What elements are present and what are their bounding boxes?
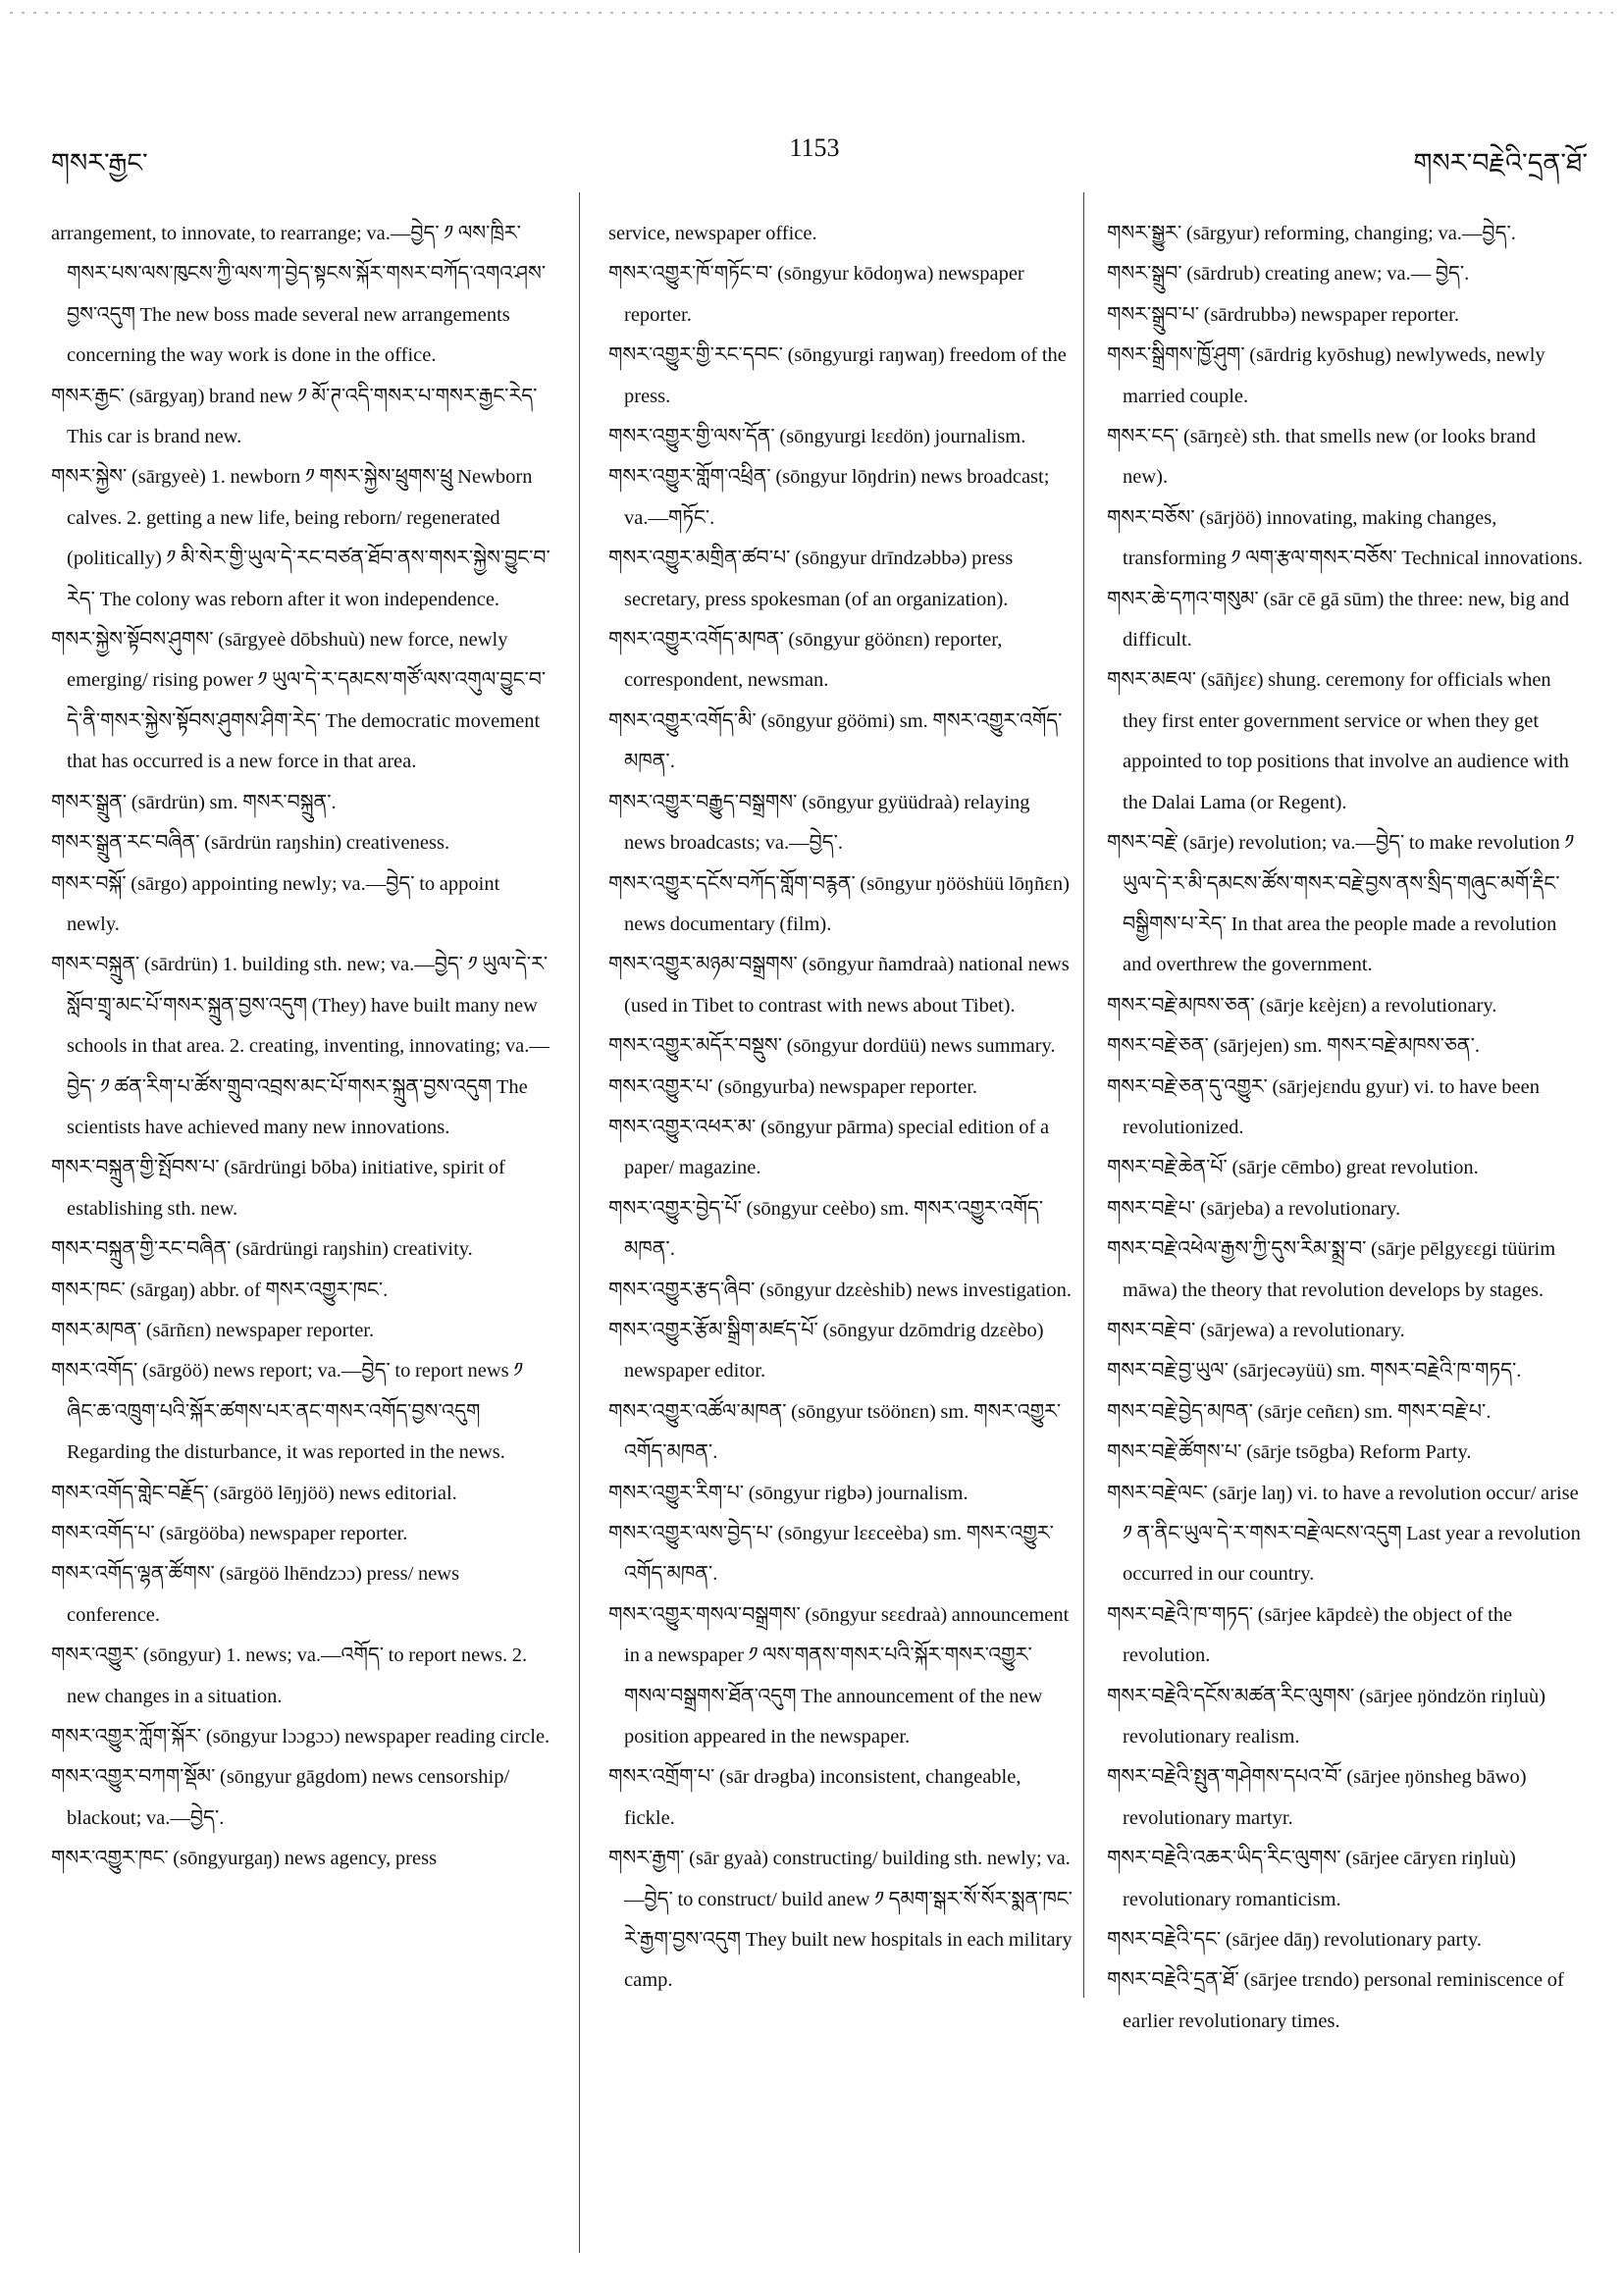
dictionary-entry: གསར་འགྱུར་གྱི་རང་དབང་ (sōngyurgi raŋwaŋ) freedom of the press. xyxy=(608,344,1067,407)
dictionary-entry: གསར་འགྱུར་དངོས་བཀོད་གློག་བརྙན་ (sōngyur ŋööshüü lōŋñεn) news documentary (film). xyxy=(608,872,1070,935)
dictionary-entry: གསར་བརྗེ་བ་ (sārjewa) a revolutionary. xyxy=(1107,1319,1405,1341)
dictionary-entry: གསར་བརྗེ་ཅན་དུ་འགྱུར་ (sārjejεndu gyur) vi. to have been revolutionized. xyxy=(1107,1075,1540,1138)
dictionary-entry: གསར་འགྱུར་ཁང་ (sōngyurgaŋ) news agency, press xyxy=(51,1848,438,1870)
dictionary-entry: གསར་འགྱུར་མདོར་བསྡུས་ (sōngyur dordüü) news summary. xyxy=(608,1035,1056,1058)
dictionary-entry: གསར་སྒྲུབ་ (sārdrub) creating anew; va.— བྱེད་. xyxy=(1107,263,1470,286)
dictionary-entry: གསར་འགོད་ (sārgöö) news report; va.—བྱེད་ to report news ༡ ཞིང་ཆ་འཁྲུག་པའི་སྐོར་ཚགས་པར་ནང་གསར་འགོད་བྱས་འདུག Regarding the disturbance, it was reported in the news. xyxy=(51,1360,524,1464)
dictionary-entry: གསར་སྒྲིགས་ཁྱོ་ཤུག་ (sārdrig kyōshug) newlyweds, newly married couple. xyxy=(1107,344,1545,407)
dictionary-entry: གསར་ངད་ (sārŋεè) sth. that smells new (or looks brand new). xyxy=(1107,426,1537,489)
dictionary-entry: གསར་ཆེ་དཀའ་གསུམ་ (sār cē gā sūm) the three: new, big and difficult. xyxy=(1107,588,1570,652)
dictionary-entry: གསར་བརྗེའི་སྤུན་གཤེགས་དཔའ་བོ་ (sārjee ŋönsheg bāwo) revolutionary martyr. xyxy=(1107,1766,1527,1829)
dictionary-entry: གསར་རྒྱང་ (sārgyaŋ) brand new ༡ མོ་ཊ་འདི་གསར་པ་གསར་རྒྱང་རེད་ This car is brand new. xyxy=(51,385,538,448)
dictionary-entry: གསར་བརྗེ་པ་ (sārjeba) a revolutionary. xyxy=(1107,1197,1401,1220)
dictionary-entry: གསར་བརྗེ་ཆེན་པོ་ (sārje cēmbo) great revolution. xyxy=(1107,1157,1479,1179)
dictionary-entry: གསར་བརྗེའི་དངོས་མཚན་རིང་ལུགས་ (sārjee ŋöndzön riŋluù) revolutionary realism. xyxy=(1107,1685,1546,1748)
dictionary-entry: གསར་སྒྱུར་ (sārgyur) reforming, changing; va.—བྱེད་. xyxy=(1107,223,1516,244)
dictionary-entry: གསར་སྒྲུབ་པ་ (sārdrubbə) newspaper reporter. xyxy=(1107,303,1459,326)
dictionary-entry: གསར་འགྱུར་རྩད་ཞིབ་ (sōngyur dzεèshib) news investigation. xyxy=(608,1278,1073,1301)
dictionary-entry: གསར་བརྗེ་འཕེལ་རྒྱས་ཀྱི་དུས་རིམ་སྨྲ་བ་ (sārje pēlgyεεgi tüürim māwa) the theory that revolution develops by stages. xyxy=(1107,1238,1556,1301)
dictionary-column-2 xyxy=(608,214,1073,2002)
dictionary-entry: གསར་འགྱུར་འགོད་མཁན་ (sōngyur göönεn) reporter, correspondent, newsman. xyxy=(608,629,1003,692)
dictionary-entry: གསར་བརྗེ་ཚོགས་པ་ (sārje tsōgba) Reform Party. xyxy=(1107,1441,1472,1464)
dictionary-entry: གསར་འགྱུར་མགྲིན་ཚབ་པ་ (sōngyur drīndzəbbə) press secretary, press spokesman (of an organization). xyxy=(608,548,1014,610)
dictionary-entry: གསར་འགྱུར་བྱེད་པོ་ (sōngyur ceèbo) sm. གསར་འགྱུར་འགོད་མཁན་. xyxy=(608,1197,1044,1261)
column-divider xyxy=(579,192,580,2253)
dictionary-entry: གསར་བརྗེའི་དྲན་ཐོ་ (sārjee trεndo) personal reminiscence of earlier revolutionary times. xyxy=(1107,1969,1564,2032)
dictionary-entry: གསར་བརྗེ་ (sārje) revolution; va.—བྱེད་ to make revolution ༡ ཡུལ་དེ་ར་མི་དམངས་ཚོས་གསར་བརྗེ་བྱས་ནས་སྲིད་གཞུང་མགོ་རྡིང་བསྒྱིགས་པ་རེད་ In that area the people made a revolution and overthrew the government. xyxy=(1107,832,1575,976)
dictionary-entry: གསར་འགྱུར་འཕར་མ་ (sōngyur pārma) special edition of a paper/ magazine. xyxy=(608,1116,1050,1179)
dictionary-entry: གསར་བརྗེ་བྱ་ཡུལ་ (sārjecəyüü) sm. གསར་བརྗེའི་ཁ་གཏད་. xyxy=(1107,1360,1522,1383)
dictionary-entry: གསར་འགྱུར་མཉམ་བསྒྲགས་ (sōngyur ñamdraà) national news (used in Tibet to contrast with news about Tibet). xyxy=(608,954,1070,1017)
dictionary-entry: གསར་བརྗེ་ལང་ (sārje laŋ) vi. to have a revolution occur/ arise ༡ ན་ནིང་ཡུལ་དེ་ར་གསར་བརྗེ་ལངས་འདུག Last year a revolution occurred in our country. xyxy=(1107,1482,1581,1586)
dictionary-entry: གསར་བསྐྲུན་གྱི་སྤོབས་པ་ (sārdrüngi bōba) initiative, spirit of establishing sth. new. xyxy=(51,1157,505,1220)
dictionary-entry: གསར་བསྐོ་ (sārgo) appointing newly; va.—བྱེད་ to appoint newly. xyxy=(51,872,500,935)
dictionary-entry: གསར་འགྱུར་འགོད་མི་ (sōngyur göömi) sm. གསར་འགྱུར་འགོད་མཁན་. xyxy=(608,709,1063,773)
dictionary-entry: གསར་འགོད་གླེང་བརྗོད་ (sārgöö lēŋjöö) news editorial. xyxy=(51,1482,457,1504)
dictionary-entry: གསར་འགྱུར་གསལ་བསྒྲགས་ (sōngyur sεεdraà) announcement in a newspaper ༡ ལས་གནས་གསར་པའི་སྐོར་གསར་འགྱུར་གསལ་བསྒྲགས་ཐོན་འདུག The announcement of the new position appeared in the newspaper. xyxy=(608,1603,1070,1748)
dictionary-entry: གསར་བརྗེ་མཁས་ཅན་ (sārje kεèjεn) a revolutionary. xyxy=(1107,994,1497,1017)
dictionary-entry: གསར་བསྐྲུན་གྱི་རང་བཞིན་ (sārdrüngi raŋshin) creativity. xyxy=(51,1238,473,1261)
dictionary-column-3 xyxy=(1107,214,1584,2042)
dictionary-entry: གསར་འགྱུར་རྩོམ་སྒྲིག་མཛད་པོ་ (sōngyur dzōmdrig dzεèbo) newspaper editor. xyxy=(608,1319,1044,1383)
running-head-left: གསར་རྒྱང་ xyxy=(51,148,148,178)
dictionary-entry: གསར་འགྱུར་ཁོ་གཏོང་བ་ (sōngyur kōdoŋwa) newspaper reporter. xyxy=(608,263,1024,326)
dictionary-entry: arrangement, to innovate, to rearrange; va.—བྱེད་ ༡ ལས་ཁྲིར་གསར་པས་ལས་ཁུངས་ཀྱི་ལས་ཀ་བྱེད་སྟངས་སྐོར་གསར་བཀོད་འགའ་ཤས་བྱས་འདུག The new boss made several new arrangements concerning the way work is done in the office. xyxy=(51,223,547,367)
dictionary-entry: གསར་འགྱུར་གྱི་ལས་དོན་ (sōngyurgi lεεdön) journalism. xyxy=(608,426,1026,448)
top-dotted-rule xyxy=(0,8,1623,18)
dictionary-entry: གསར་རྒྱག་ (sār gyaà) constructing/ building sth. newly; va.—བྱེད་ to construct/ build anew ༡ དམག་སྒར་སོ་སོར་སྨན་ཁང་རེ་རྒྱག་བྱས་འདུག They built new hospitals in each military camp. xyxy=(608,1848,1073,1992)
dictionary-entry: གསར་བརྗེའི་དང་ (sārjee dāŋ) revolutionary party. xyxy=(1107,1929,1483,1952)
dictionary-column-1 xyxy=(51,214,553,1880)
dictionary-entry: གསར་བརྗེའི་ཁ་གཏད་ (sārjee kāpdεè) the object of the revolution. xyxy=(1107,1603,1513,1667)
dictionary-entry: གསར་འགྱུར་བརྒྱུད་བསྒྲགས་ (sōngyur gyüüdraà) relaying news broadcasts; va.—བྱེད་. xyxy=(608,791,1030,855)
dictionary-entry: གསར་འགྱུར་གློག་འཕྲིན་ (sōngyur lōŋdrin) news broadcast; va.—གཏོང་. xyxy=(608,466,1050,529)
dictionary-entry: གསར་འགྱུར་ཀློག་སྐོར་ (sōngyur lɔɔgɔɔ) newspaper reading circle. xyxy=(51,1726,550,1748)
dictionary-entry: གསར་སྒྲུན་རང་བཞིན་ (sārdrün raŋshin) creativeness. xyxy=(51,832,450,855)
dictionary-entry: གསར་བརྗེ་ཅན་ (sārjejen) sm. གསར་བརྗེ་མཁས་ཅན་. xyxy=(1107,1035,1481,1058)
dictionary-entry: གསར་མཁན་ (sārñεn) newspaper reporter. xyxy=(51,1319,375,1341)
dictionary-entry: གསར་ཁང་ (sārgaŋ) abbr. of གསར་འགྱུར་ཁང་. xyxy=(51,1278,389,1301)
dictionary-entry: གསར་འགོད་ལྷན་ཚོགས་ (sārgöö lhēndzɔɔ) press/ news conference. xyxy=(51,1563,460,1626)
dictionary-entry: གསར་འགྱུར་པ་ (sōngyurba) newspaper reporter. xyxy=(608,1075,978,1098)
dictionary-entry: service, newspaper office. xyxy=(608,223,817,244)
dictionary-entry: གསར་བཅོས་ (sārjöö) innovating, making changes, transforming ༡ ལག་རྩལ་གསར་བཅོས་ Technical innovations. xyxy=(1107,506,1584,570)
dictionary-entry: གསར་སྐྱེས་སྟོབས་ཤུགས་ (sārgyeè dōbshuù) new force, newly emerging/ rising power ༡ ཡུལ་དེ་ར་དམངས་གཙོ་ལས་འགུལ་བྱུང་བ་དེ་ནི་གསར་སྐྱེས་སྟོབས་ཤུགས་ཤིག་རེད་ The democratic movement that has occurred is a new force in that area. xyxy=(51,629,547,773)
dictionary-entry: གསར་སྒྲུན་ (sārdrün) sm. གསར་བསྐྲུན་. xyxy=(51,791,337,813)
dictionary-entry: གསར་འགྲོག་པ་ (sār drəgba) inconsistent, changeable, fickle. xyxy=(608,1766,1021,1829)
dictionary-entry: གསར་མཇལ་ (sāñjεε) shung. ceremony for officials when they first enter government service or when they get appointed to top positions that involve an audience with the Dalai Lama (or Regent). xyxy=(1107,669,1569,813)
page-number: 1153 xyxy=(789,133,840,162)
dictionary-entry: གསར་བརྗེའི་འཆར་ཡིད་རིང་ལུགས་ (sārjee cāryεn riŋluù) revolutionary romanticism. xyxy=(1107,1848,1516,1910)
dictionary-entry: གསར་འགྱུར་བཀག་སྡོམ་ (sōngyur gāgdom) news censorship/ blackout; va.—བྱེད་. xyxy=(51,1766,510,1829)
dictionary-entry: གསར་འགོད་པ་ (sārgööba) newspaper reporter. xyxy=(51,1523,408,1544)
dictionary-entry: གསར་འགྱུར་རིག་པ་ (sōngyur rigbə) journalism. xyxy=(608,1482,969,1504)
dictionary-entry: གསར་སྐྱེས་ (sārgyeè) 1. newborn ༡ གསར་སྐྱེས་ཕྲུགས་ཕྲུ Newborn calves. 2. getting a new life, being reborn/ regenerated (politically) ༡ མི་སེར་གྱི་ཡུལ་དེ་རང་བཙན་ཐོབ་ནས་གསར་སྐྱེས་བྱུང་བ་རེད་ The colony was reborn after it won independence. xyxy=(51,466,550,610)
column-divider xyxy=(1083,192,1084,1998)
running-head-right: གསར་བརྗེའི་དྲན་ཐོ་ xyxy=(1413,148,1588,178)
dictionary-entry: གསར་འགྱུར་ལས་བྱེད་པ་ (sōngyur lεεceèba) sm. གསར་འགྱུར་འགོད་མཁན་. xyxy=(608,1523,1054,1586)
dictionary-entry: གསར་འགྱུར་ (sōngyur) 1. news; va.—འགོད་ to report news. 2. new changes in a situation. xyxy=(51,1644,528,1707)
dictionary-entry: གསར་བསྐྲུན་ (sārdrün) 1. building sth. new; va.—བྱེད་ ༡ ཡུལ་དེ་ར་སློབ་གྲྭ་མང་པོ་གསར་སྐྲུན་བྱས་འདུག (They) have built many new schools in that area. 2. creating, inventing, innovating; va.—བྱེད་ ༡ ཚན་རིག་པ་ཚོས་གྲུབ་འབྲས་མང་པོ་གསར་སྐྲུན་བྱས་འདུག The scientists have achieved many new innovations. xyxy=(51,954,550,1138)
dictionary-entry: གསར་བརྗེ་བྱེད་མཁན་ (sārje ceñεn) sm. གསར་བརྗེ་པ་. xyxy=(1107,1400,1492,1423)
dictionary-entry: གསར་འགྱུར་འཚོལ་མཁན་ (sōngyur tsöönεn) sm. གསར་འགྱུར་འགོད་མཁན་. xyxy=(608,1400,1062,1464)
